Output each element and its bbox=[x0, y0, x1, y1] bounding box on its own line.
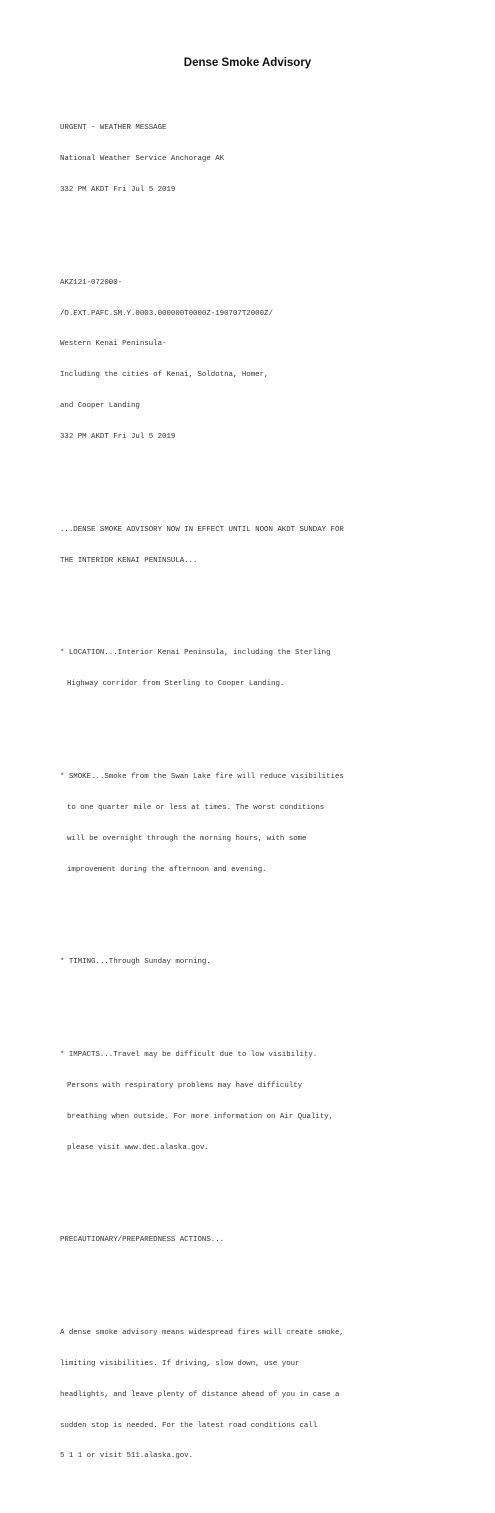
bullet-line: improvement during the afternoon and evening. bbox=[67, 865, 267, 874]
bullet-line: Highway corridor from Sterling to Cooper Landing. bbox=[67, 680, 285, 689]
message-type-line: URGENT - WEATHER MESSAGE bbox=[60, 124, 167, 133]
bullet-smoke bbox=[60, 751, 480, 895]
zone-code-line: AKZ121-072000- bbox=[60, 278, 123, 287]
issuing-office-line: National Weather Service Anchorage AK bbox=[60, 155, 225, 164]
headline-line: ...DENSE SMOKE ADVISORY NOW IN EFFECT UNTIL NOON AKDT SUNDAY FOR bbox=[60, 525, 344, 534]
precaution-heading: PRECAUTIONARY/PREPAREDNESS ACTIONS... bbox=[60, 1236, 225, 1245]
bullet-location bbox=[60, 628, 480, 710]
precaution-line: A dense smoke advisory means widespread fires will create smoke, bbox=[60, 1328, 344, 1337]
bullet-timing bbox=[60, 937, 480, 988]
header-block bbox=[60, 103, 480, 216]
headline bbox=[60, 504, 480, 586]
precaution-line: sudden stop is needed. For the latest road conditions call bbox=[60, 1421, 318, 1430]
bullet-line: * TIMING...Through Sunday morning. bbox=[60, 958, 211, 967]
bullet-impacts bbox=[60, 1029, 480, 1173]
zone-name-line: Western Kenai Peninsula- bbox=[60, 340, 167, 349]
bullet-line: Persons with respiratory problems may have difficulty bbox=[67, 1081, 303, 1090]
zone-block bbox=[60, 257, 480, 463]
bullet-line: * SMOKE...Smoke from the Swan Lake fire will reduce visibilities bbox=[60, 772, 344, 781]
bullet-line: breathing when outside. For more information on Air Quality, bbox=[67, 1112, 334, 1121]
headline-line: THE INTERIOR KENAI PENINSULA... bbox=[60, 556, 198, 565]
document-title: Dense Smoke Advisory bbox=[183, 57, 312, 69]
issue-time-line: 332 PM AKDT Fri Jul 5 2019 bbox=[60, 185, 176, 194]
bullet-line: * IMPACTS...Travel may be difficult due to low visibility. bbox=[60, 1050, 318, 1059]
vtec-line: /O.EXT.PAFC.SM.Y.0003.000000T0000Z-190707T2000Z/ bbox=[60, 309, 273, 318]
precaution-line: 5 1 1 or visit 511.alaska.gov. bbox=[60, 1452, 194, 1461]
zone-time-line: 332 PM AKDT Fri Jul 5 2019 bbox=[60, 433, 176, 442]
bullet-line: to one quarter mile or less at times. The worst conditions bbox=[67, 803, 325, 812]
bullet-line: * LOCATION...Interior Kenai Peninsula, including the Sterling bbox=[60, 649, 331, 658]
cities-line: Including the cities of Kenai, Soldotna, Homer, bbox=[60, 371, 269, 380]
advisory-body bbox=[60, 82, 480, 1513]
precaution-line: limiting visibilities. If driving, slow down, use your bbox=[60, 1359, 300, 1368]
bullet-line: will be overnight through the morning hours, with some bbox=[67, 834, 307, 843]
precaution-heading-block bbox=[60, 1215, 480, 1266]
precaution-text bbox=[60, 1307, 480, 1482]
precaution-line: headlights, and leave plenty of distance ahead of you in case a bbox=[60, 1390, 340, 1399]
bullet-line: please visit www.dec.alaska.gov. bbox=[67, 1143, 209, 1152]
cities-line-cont: and Cooper Landing bbox=[60, 402, 140, 411]
